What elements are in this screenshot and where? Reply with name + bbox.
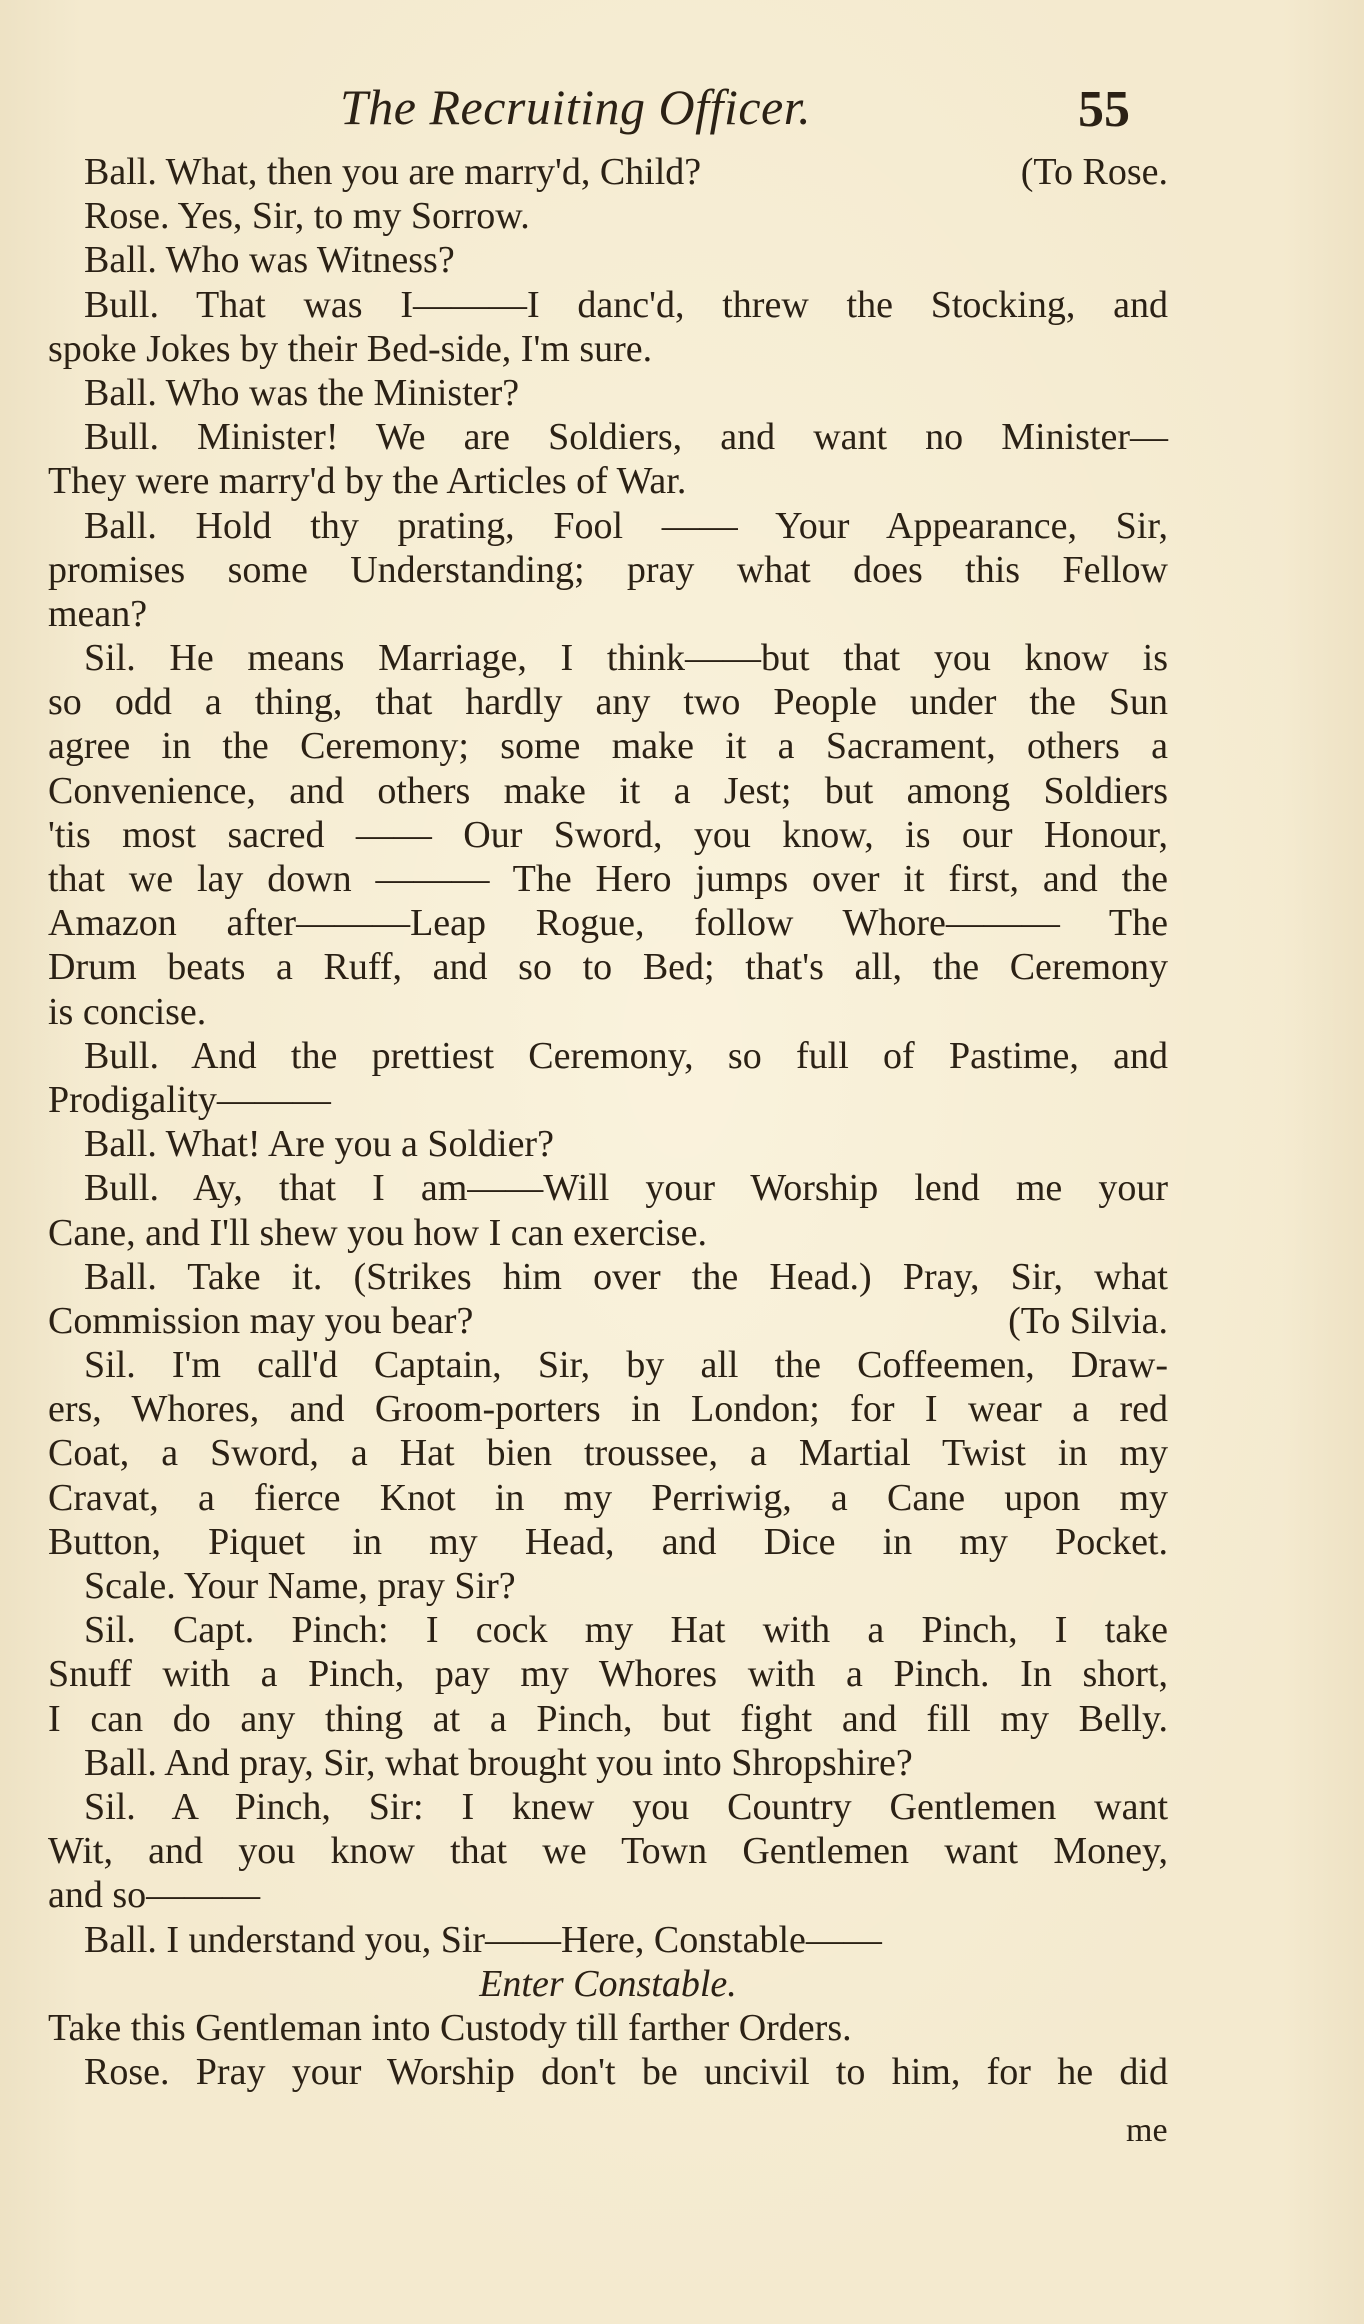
text-line: [48, 1255, 1168, 1299]
text-line: [48, 1431, 1168, 1475]
line-text: Sil. I'm call'd Captain, Sir, by all the Coffeemen, Draw-: [84, 1344, 1168, 1387]
text-line: [48, 1122, 1168, 1166]
text-line: [48, 1741, 1168, 1785]
line-text: 'tis most sacred —— Our Sword, you know, is our Honour,: [48, 813, 1168, 856]
line-text: ers, Whores, and Groom-porters in London; for I wear a red: [48, 1388, 1168, 1431]
text-line: [48, 548, 1168, 592]
line-text: so odd a thing, that hardly any two People under the Sun: [48, 681, 1168, 724]
line-text: Drum beats a Ruff, and so to Bed; that's all, the Ceremony: [48, 946, 1168, 989]
line-text: and so———: [48, 1874, 261, 1917]
line-text: I can do any thing at a Pinch, but fight and fill my Belly.: [48, 1697, 1168, 1740]
line-text: Sil. A Pinch, Sir: I knew you Country Gentlemen want: [84, 1785, 1168, 1828]
text-line: [48, 1520, 1168, 1564]
line-text: Bull. Minister! We are Soldiers, and want no Minister—: [84, 416, 1168, 459]
text-line: [48, 1343, 1168, 1387]
line-text: Bull. And the prettiest Ceremony, so full of Pastime, and: [84, 1034, 1168, 1077]
text-line: [48, 857, 1168, 901]
line-text: Prodigality———: [48, 1078, 331, 1121]
text-line: [48, 150, 1168, 194]
line-text: Ball. I understand you, Sir——Here, Constable——: [84, 1918, 882, 1961]
line-text: Cravat, a fierce Knot in my Perriwig, a Cane upon my: [48, 1476, 1168, 1519]
text-line: [48, 371, 1168, 415]
text-line: [48, 415, 1168, 459]
line-text: Cane, and I'll shew you how I can exercise.: [48, 1211, 707, 1254]
page-header: [0, 70, 1364, 150]
line-text: Ball. Hold thy prating, Fool —— Your Appearance, Sir,: [84, 504, 1168, 547]
line-text: mean?: [48, 592, 148, 635]
text-line: [48, 1873, 1168, 1917]
line-text: is concise.: [48, 990, 207, 1033]
catchword: me: [1126, 2112, 1168, 2149]
text-line: [48, 1785, 1168, 1829]
line-text: Sil. He means Marriage, I think——but that you know is: [84, 637, 1168, 680]
text-line: [48, 327, 1168, 371]
line-text: Amazon after———Leap Rogue, follow Whore——— The: [48, 902, 1168, 945]
text-line: [48, 1078, 1168, 1122]
text-line: [48, 945, 1168, 989]
line-text: Ball. And pray, Sir, what brought you into Shropshire?: [84, 1741, 913, 1784]
line-text: Convenience, and others make it a Jest; but among Soldiers: [48, 769, 1168, 812]
text-line: [48, 238, 1168, 282]
text-line: [48, 1652, 1168, 1696]
text-line: [48, 813, 1168, 857]
line-text: that we lay down ——— The Hero jumps over it first, and the: [48, 858, 1168, 900]
text-line: [48, 1697, 1168, 1741]
text-line: [48, 1918, 1168, 1962]
line-text: Bull. That was I———I danc'd, threw the Stocking, and: [84, 283, 1168, 326]
line-text: Sil. Capt. Pinch: I cock my Hat with a Pinch, I take: [84, 1609, 1168, 1652]
line-text: Coat, a Sword, a Hat bien troussee, a Martial Twist in my: [48, 1432, 1168, 1475]
text-line: [48, 2050, 1168, 2094]
text-line: [48, 1608, 1168, 1652]
line-text: agree in the Ceremony; some make it a Sacrament, others a: [48, 725, 1168, 768]
line-text: Wit, and you know that we Town Gentlemen want Money,: [48, 1830, 1168, 1873]
line-text: Button, Piquet in my Head, and Dice in my Pocket.: [48, 1520, 1168, 1563]
text-line: [48, 2006, 1168, 2050]
line-text: Snuff with a Pinch, pay my Whores with a Pinch. In short,: [48, 1653, 1168, 1696]
text-line: [48, 1211, 1168, 1255]
running-title: The Recruiting Officer.: [340, 79, 812, 135]
line-text: Take this Gentleman into Custody till farther Orders.: [48, 2006, 852, 2049]
text-line: [48, 769, 1168, 813]
page-number: 55: [1078, 81, 1130, 138]
text-line: [48, 1034, 1168, 1078]
line-text: Ball. Who was the Minister?: [84, 371, 520, 414]
line-text: Rose. Pray your Worship don't be uncivil to him, for he did: [84, 2051, 1168, 2094]
text-line: [48, 1476, 1168, 1520]
text-line: [48, 459, 1168, 503]
text-line: [48, 680, 1168, 724]
stage-direction-line: [48, 1962, 1168, 2006]
line-text: promises some Understanding; pray what does this Fellow: [48, 548, 1168, 591]
line-text: Ball. What! Are you a Soldier?: [84, 1123, 554, 1166]
line-text: spoke Jokes by their Bed-side, I'm sure.: [48, 327, 653, 370]
line-text: Enter Constable.: [479, 1962, 737, 2005]
line-text: Rose. Yes, Sir, to my Sorrow.: [84, 195, 530, 238]
line-text: Ball. Take it. (Strikes him over the Head.) Pray, Sir, what: [84, 1255, 1168, 1298]
line-text: Ball. What, then you are marry'd, Child?: [84, 151, 702, 193]
text-line: [48, 1299, 1168, 1343]
text-line: [48, 1387, 1168, 1431]
line-text: Ball. Who was Witness?: [84, 239, 455, 282]
text-line: [48, 504, 1168, 548]
text-line: [48, 1829, 1168, 1873]
text-line: [48, 724, 1168, 768]
text-line: [48, 901, 1168, 945]
line-text: Scale. Your Name, pray Sir?: [84, 1565, 516, 1607]
stage-direction-aside: (To Silvia.: [1008, 1299, 1168, 1342]
text-line: [48, 194, 1168, 238]
play-text: [48, 150, 1168, 2094]
line-text: Bull. Ay, that I am——Will your Worship lend me your: [84, 1167, 1168, 1210]
line-text: Commission may you bear?: [48, 1299, 474, 1342]
text-line: [48, 1564, 1168, 1608]
text-line: [48, 592, 1168, 636]
text-line: [48, 990, 1168, 1034]
line-text: They were marry'd by the Articles of War.: [48, 460, 687, 503]
stage-direction-aside: (To Rose.: [1020, 151, 1168, 193]
text-line: [48, 283, 1168, 327]
text-line: [48, 1166, 1168, 1210]
text-line: [48, 636, 1168, 680]
